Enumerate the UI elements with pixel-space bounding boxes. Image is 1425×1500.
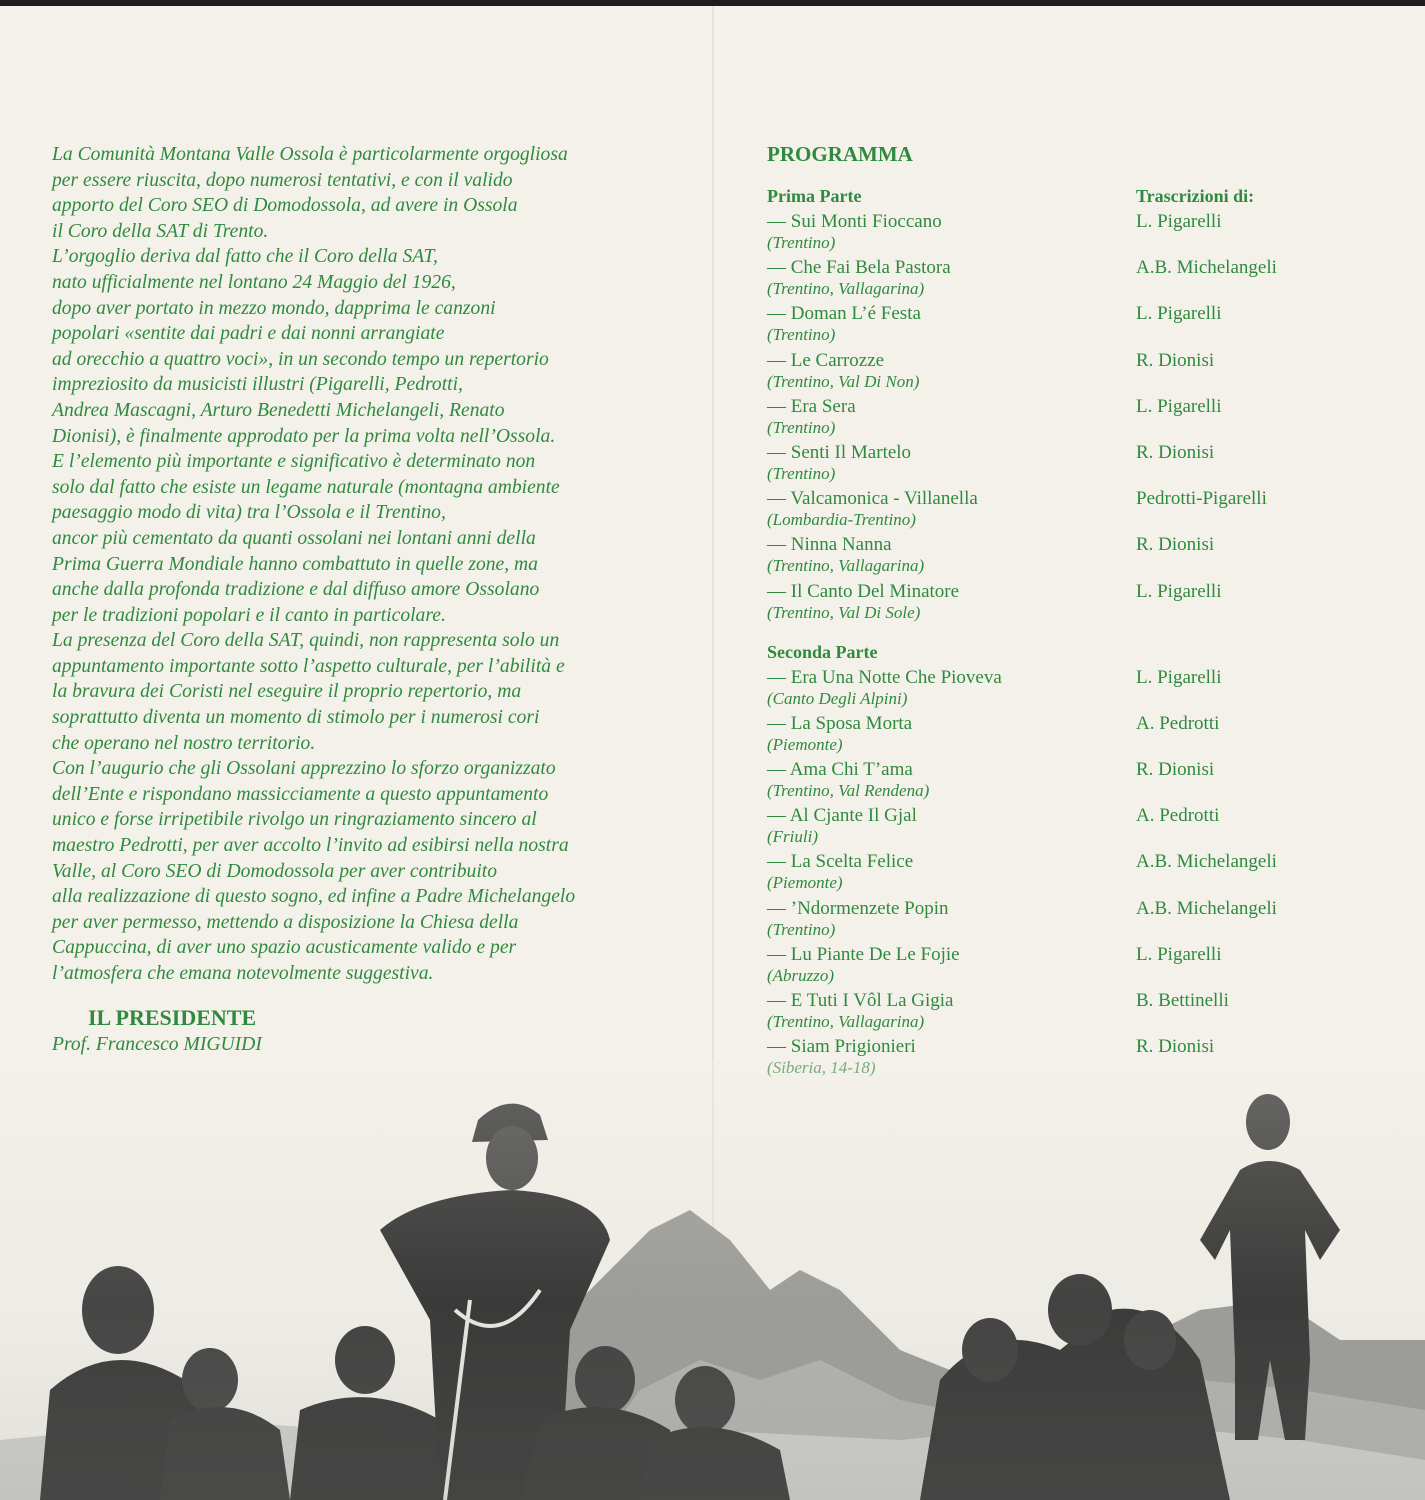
song-title: — Siam Prigionieri [767, 1036, 916, 1058]
song-title: — Era Sera [767, 395, 856, 417]
letter-line: Con l’augurio che gli Ossolani apprezzino lo sforzo organizzato [52, 758, 556, 780]
part2-heading: Seconda Parte [767, 641, 878, 662]
letter-line: dell’Ente e rispondano massicciamente a questo appuntamento [52, 783, 549, 805]
song-title: — Ama Chi T’ama [767, 759, 913, 781]
letter-line: La presenza del Coro della SAT, quindi, non rappresenta solo un [52, 630, 560, 652]
letter-line: La Comunità Montana Valle Ossola è particolarmente orgogliosa [52, 144, 568, 165]
letter-line: che operano nel nostro territorio. [52, 732, 316, 754]
letter-line: unico e forse irripetibile rivolgo un ringraziamento sincero al [52, 809, 537, 831]
letter-line: nato ufficialmente nel lontano 24 Maggio del 1926, [52, 271, 456, 293]
song-arranger: L. Pigarelli [1136, 211, 1222, 232]
song-item [767, 989, 1387, 1035]
song-title: — Sui Monti Fioccano [767, 211, 942, 232]
song-arranger: A. Pedrotti [1136, 805, 1220, 827]
song-region: (Piemonte) [767, 873, 843, 893]
letter-line: per essere riuscita, dopo numerosi tentativi, e con il valido [52, 169, 513, 191]
song-region: (Piemonte) [767, 734, 843, 754]
song-region: (Trentino, Val Di Sole) [767, 602, 921, 622]
letter-line: ancor più cementato da quanti ossolani nei lontani anni della [52, 527, 536, 549]
song-region: (Trentino) [767, 233, 836, 252]
letter-line: L’orgoglio deriva dal fatto che il Coro della SAT, [52, 246, 438, 268]
song-arranger: L. Pigarelli [1136, 666, 1222, 688]
letter-line: Valle, al Coro SEO di Domodossola per aver contribuito [52, 860, 498, 882]
song-arranger: R. Dionisi [1136, 534, 1215, 556]
song-item [767, 395, 1387, 441]
letter-line: appuntamento importante sotto l’aspetto culturale, per l’abilità e [52, 655, 565, 677]
song-region: (Trentino, Val Di Non) [767, 371, 920, 391]
song-arranger: L. Pigarelli [1136, 395, 1222, 417]
song-arranger: L. Pigarelli [1136, 303, 1222, 325]
part1-song-list [767, 210, 1387, 626]
song-region: (Trentino, Vallagarina) [767, 279, 925, 299]
song-region: (Trentino, Vallagarina) [767, 1012, 925, 1031]
song-region: (Canto Degli Alpini) [767, 688, 908, 708]
song-item [767, 712, 1387, 758]
letter-line: soprattutto diventa un momento di stimolo per i numerosi cori [52, 707, 540, 729]
song-region: (Abruzzo) [767, 965, 835, 985]
letter-line: paesaggio modo di vita) tra l’Ossola e il Trentino, [52, 502, 446, 524]
part2-header [767, 638, 1387, 666]
song-arranger: A.B. Michelangeli [1136, 851, 1277, 873]
song-item [767, 580, 1387, 626]
letter-line: per le tradizioni popolari e il canto in particolare. [52, 604, 446, 626]
song-title: — Le Carrozze [767, 349, 885, 371]
song-arranger: L. Pigarelli [1136, 943, 1222, 965]
song-item [767, 349, 1387, 395]
letter-line: apporto del Coro SEO di Domodossola, ad avere in Ossola [52, 195, 518, 217]
mountain-climbers-photo-icon [0, 1060, 1425, 1500]
part1-heading: Prima Parte [767, 186, 862, 206]
signature-title: IL PRESIDENTE [88, 1005, 257, 1030]
song-region: (Lombardia-Trentino) [767, 510, 916, 530]
letter-line: maestro Pedrotti, per aver accolto l’invito ad esibirsi nella nostra [52, 835, 569, 857]
letter-line: Dionisi), è finalmente approdato per la prima volta nell’Ossola. [52, 425, 556, 447]
song-title: — Senti Il Martelo [767, 441, 912, 463]
song-title: — Lu Piante De Le Fojie [767, 943, 960, 965]
song-region: (Trentino) [767, 919, 836, 939]
song-item [767, 487, 1387, 533]
song-title: — La Scelta Felice [767, 851, 914, 873]
song-item [767, 850, 1387, 896]
song-arranger: R. Dionisi [1136, 349, 1215, 371]
part2-song-list [767, 666, 1387, 1082]
letter-line: Cappuccina, di aver uno spazio acusticamente valido e per [52, 937, 517, 959]
program-section [767, 140, 1387, 1081]
song-item [767, 804, 1387, 850]
song-item [767, 758, 1387, 804]
letter-line: E l’elemento più importante e significativo è determinato non [52, 451, 536, 473]
song-arranger: R. Dionisi [1136, 1036, 1215, 1058]
song-arranger: R. Dionisi [1136, 759, 1215, 781]
song-title: — Era Una Notte Che Pioveva [767, 666, 1002, 688]
letter-line: ad orecchio a quattro voci», in un secondo tempo un repertorio [52, 348, 549, 370]
song-item [767, 441, 1387, 487]
song-item [767, 302, 1387, 348]
letter-line: l’atmosfera che emana notevolmente suggestiva. [52, 963, 434, 984]
song-title: — E Tuti I Vôl La Gigia [767, 990, 954, 1011]
letter-line: la bravura dei Coristi nel eseguire il proprio repertorio, ma [52, 681, 522, 703]
song-item [767, 666, 1387, 712]
letter-line: solo dal fatto che esiste un legame naturale (montagna ambiente [52, 476, 560, 498]
letter-line: impreziosito da musicisti illustri (Pigarelli, Pedrotti, [52, 374, 463, 396]
letter-line: alla realizzazione di questo sogno, ed infine a Padre Michelangelo [52, 886, 576, 908]
song-arranger: A. Pedrotti [1136, 712, 1220, 734]
signature-name: Prof. Francesco MIGUIDI [52, 1034, 262, 1055]
song-title: — Ninna Nanna [767, 534, 892, 556]
signature-block [52, 1004, 262, 1058]
president-letter [52, 142, 692, 987]
letter-line: il Coro della SAT di Trento. [52, 220, 269, 242]
letter-line: per aver permesso, mettendo a disposizione la Chiesa della [52, 911, 519, 933]
part1-header [767, 182, 1387, 210]
letter-line: Andrea Mascagni, Arturo Benedetti Michelangeli, Renato [52, 399, 505, 421]
letter-line: Prima Guerra Mondiale hanno combattuto in quelle zone, ma [52, 553, 538, 575]
song-arranger: R. Dionisi [1136, 441, 1215, 463]
song-item [767, 210, 1387, 256]
song-arranger: B. Bettinelli [1136, 990, 1229, 1011]
song-region: (Siberia, 14-18) [767, 1058, 876, 1078]
song-title: — Doman L’é Festa [767, 303, 921, 325]
letter-line: anche dalla profonda tradizione e dal diffuso amore Ossolano [52, 579, 540, 601]
song-item [767, 533, 1387, 579]
song-arranger: A.B. Michelangeli [1136, 897, 1277, 919]
song-region: (Trentino) [767, 463, 836, 483]
song-region: (Trentino) [767, 417, 836, 437]
letter-line: popolari «sentite dai padri e dai nonni arrangiate [52, 323, 445, 345]
song-title: — La Sposa Morta [767, 712, 913, 734]
program-title: PROGRAMMA [767, 142, 913, 166]
song-title: — Il Canto Del Minatore [767, 580, 960, 602]
song-arranger: A.B. Michelangeli [1136, 257, 1277, 279]
song-title: — Che Fai Bela Pastora [767, 257, 951, 279]
song-item [767, 943, 1387, 989]
song-region: (Trentino, Val Rendena) [767, 781, 930, 801]
song-title: — ’Ndormenzete Popin [767, 897, 949, 919]
song-arranger: L. Pigarelli [1136, 580, 1222, 602]
letter-line: dopo aver portato in mezzo mondo, dapprima le canzoni [52, 297, 496, 319]
song-region: (Friuli) [767, 827, 818, 847]
song-arranger: Pedrotti-Pigarelli [1136, 488, 1267, 510]
song-item [767, 256, 1387, 302]
song-title: — Al Cjante Il Gjal [767, 805, 917, 827]
song-region: (Trentino, Vallagarina) [767, 556, 925, 576]
arrangers-header: Trascrizioni di: [1136, 186, 1255, 206]
song-title: — Valcamonica - Villanella [767, 488, 978, 510]
song-item [767, 897, 1387, 943]
song-region: (Trentino) [767, 325, 836, 345]
